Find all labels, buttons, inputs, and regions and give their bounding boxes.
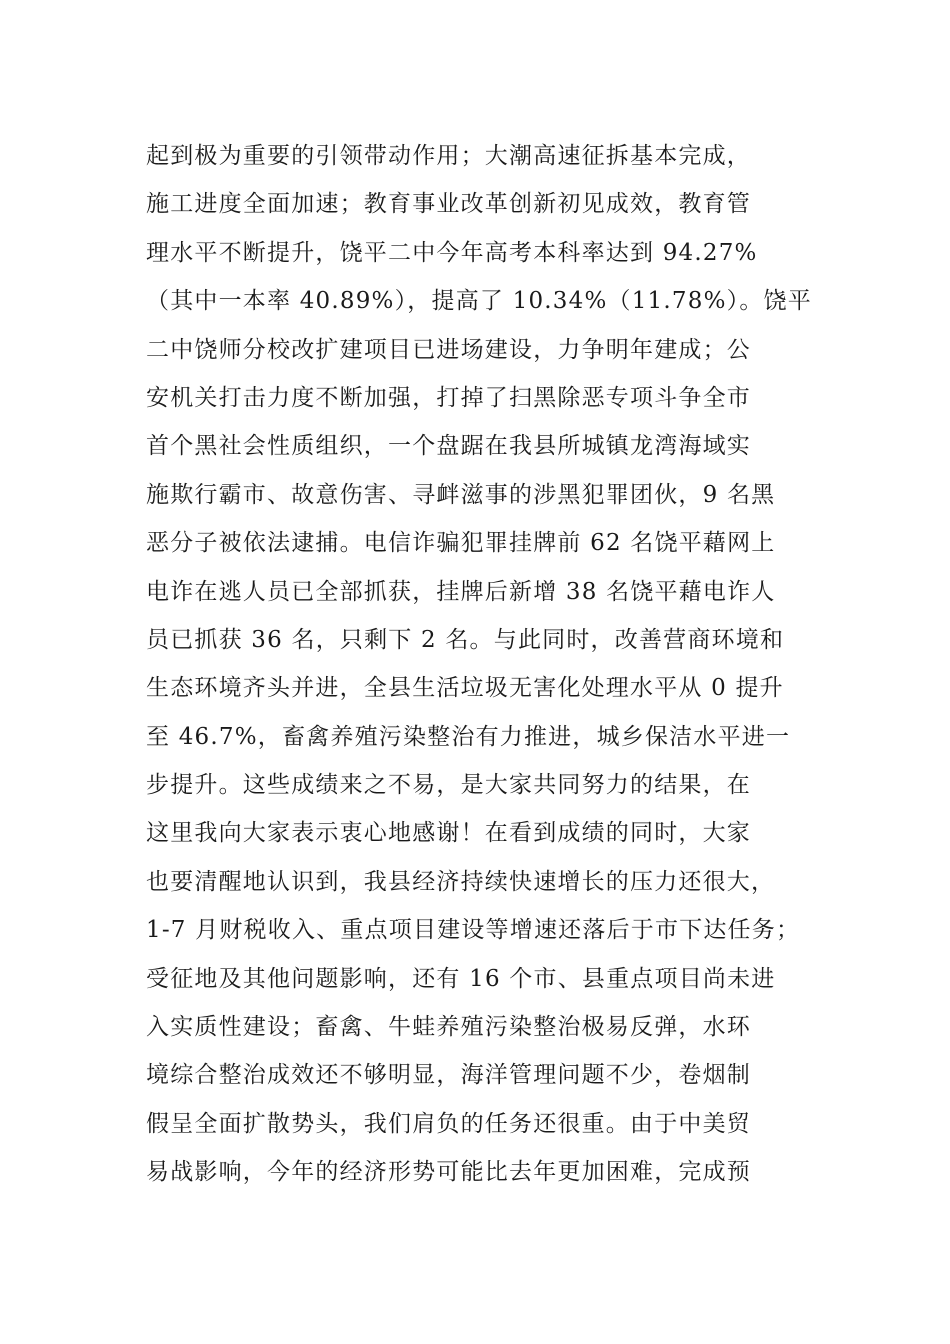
text-line: 二中饶师分校改扩建项目已进场建设，力争明年建成；公 xyxy=(146,336,751,363)
text-line: 入实质性建设；畜禽、牛蛙养殖污染整治极易反弹，水环 xyxy=(146,1014,751,1041)
text-line: 境综合整治成效还不够明显，海洋管理问题不少，卷烟制 xyxy=(146,1062,751,1089)
text-line: 安机关打击力度不断加强，打掉了扫黑除恶专项斗争全市 xyxy=(146,384,751,411)
text-line: 理水平不断提升，饶平二中今年高考本科率达到 94.27% xyxy=(146,239,758,266)
text-line: 员已抓获 36 名，只剩下 2 名。与此同时，改善营商环境和 xyxy=(146,626,785,653)
text-line: 电诈在逃人员已全部抓获，挂牌后新增 38 名饶平藉电诈人 xyxy=(146,578,776,605)
text-line: 1-7 月财税收入、重点项目建设等增速还落后于市下达任务； xyxy=(146,917,801,944)
text-line: 施欺行霸市、故意伤害、寻衅滋事的涉黑犯罪团伙，9 名黑 xyxy=(146,481,776,508)
text-line: 首个黑社会性质组织，一个盘踞在我县所城镇龙湾海域实 xyxy=(146,433,751,460)
body-text xyxy=(146,132,826,1197)
text-line: 至 46.7%，畜禽养殖污染整治有力推进，城乡保洁水平进一 xyxy=(146,723,791,750)
text-line: 恶分子被依法逮捕。电信诈骗犯罪挂牌前 62 名饶平藉网上 xyxy=(146,530,776,557)
text-line: 起到极为重要的引领带动作用；大潮高速征拆基本完成， xyxy=(146,143,751,169)
text-line: 易战影响，今年的经济形势可能比去年更加困难，完成预 xyxy=(146,1159,751,1186)
text-line: 生态环境齐头并进，全县生活垃圾无害化处理水平从 0 提升 xyxy=(146,675,784,702)
text-line: 这里我向大家表示衷心地感谢！在看到成绩的同时，大家 xyxy=(146,820,751,847)
text-line: 也要清醒地认识到，我县经济持续快速增长的压力还很大， xyxy=(146,868,776,895)
text-line: 假呈全面扩散势头，我们肩负的任务还很重。由于中美贸 xyxy=(146,1110,751,1137)
text-line: （其中一本率 40.89%），提高了 10.34%（11.78%）。饶平 xyxy=(146,288,812,315)
text-line: 施工进度全面加速；教育事业改革创新初见成效，教育管 xyxy=(146,191,751,218)
text-line: 受征地及其他问题影响，还有 16 个市、县重点项目尚未进 xyxy=(146,965,776,992)
text-line: 步提升。这些成绩来之不易，是大家共同努力的结果，在 xyxy=(146,772,751,799)
